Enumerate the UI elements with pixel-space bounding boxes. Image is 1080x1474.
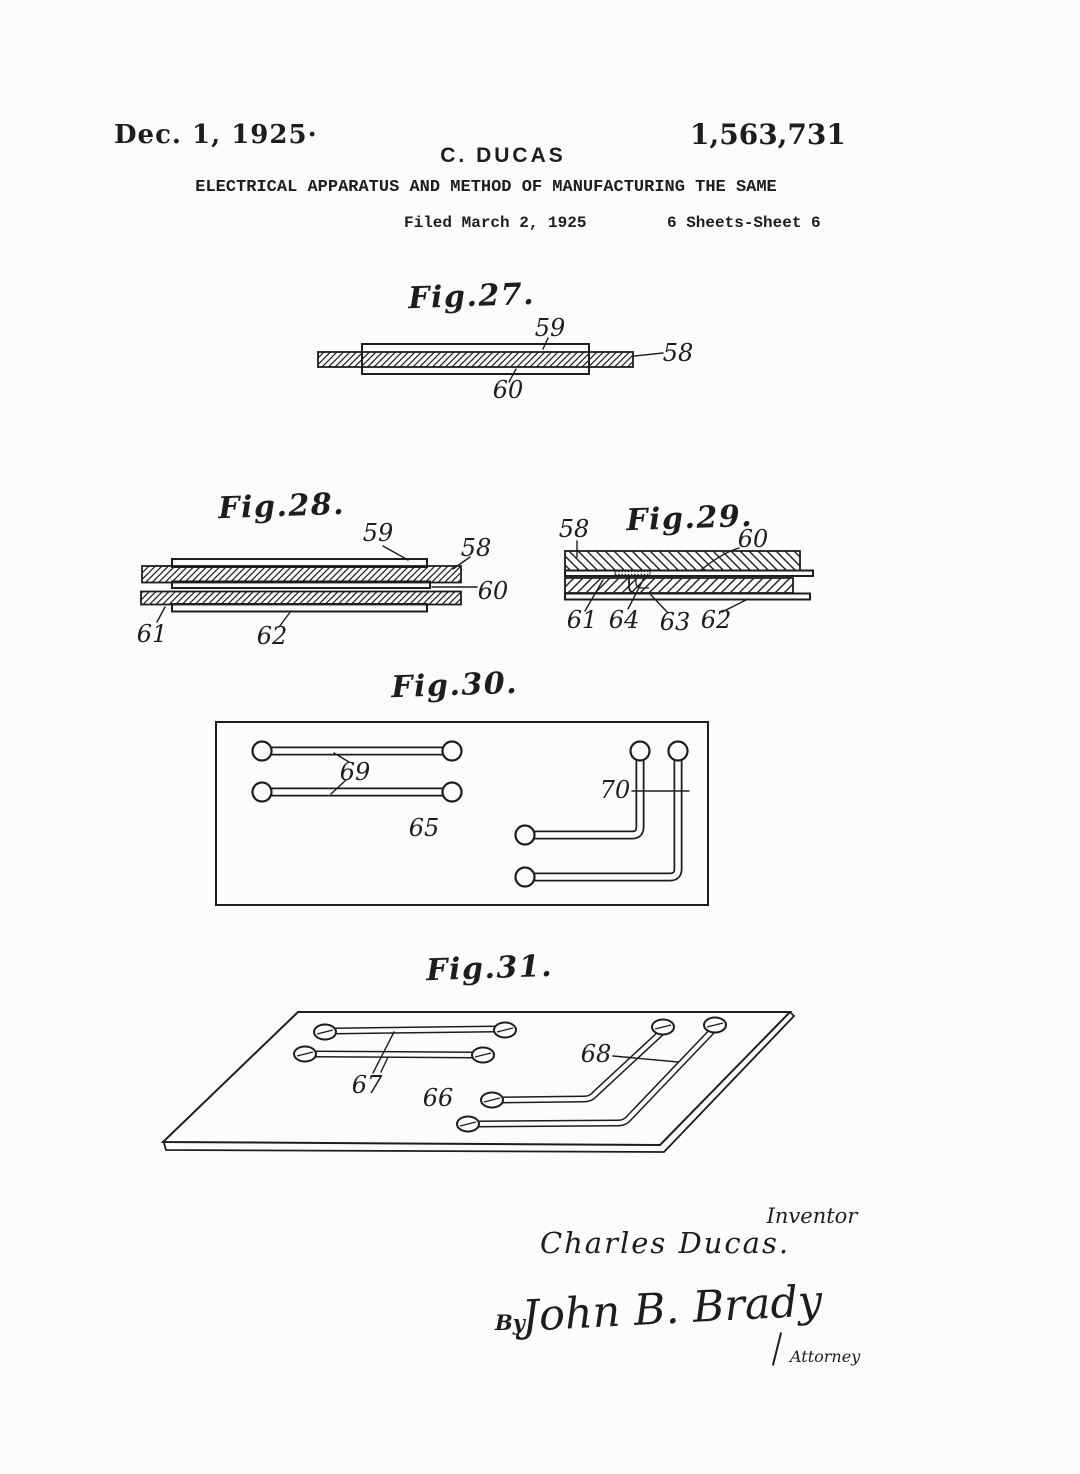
fig29-insulating-strip-58 [565, 551, 800, 571]
by-label: By [495, 1310, 525, 1335]
fig27-ref-60: 60 [492, 376, 524, 404]
fig29-ref-64: 64 [608, 606, 640, 634]
fig29-ref-63: 63 [659, 608, 691, 636]
patent-title: ELECTRICAL APPARATUS AND METHOD OF MANUFACTURING THE SAME [195, 178, 777, 197]
inventor-abbrev-name: C. DUCAS [440, 144, 566, 167]
inventor-label: Inventor [766, 1204, 858, 1228]
fig29-eyelet-ferrule-64 [615, 571, 650, 577]
fig28-ref-60: 60 [477, 577, 509, 605]
fig28-caption: Fig.28. [217, 486, 346, 527]
figure-28 [137, 487, 509, 650]
patent-number: 1,563,731 [690, 118, 846, 151]
figure-29 [559, 499, 813, 636]
fig31-ref-67: 67 [351, 1071, 383, 1099]
fig30-ref-69: 69 [339, 758, 371, 786]
issue-date: Dec. 1, 1925· [114, 120, 318, 150]
sheet-number: 6 Sheets-Sheet 6 [667, 214, 821, 232]
figure-31 [163, 949, 794, 1152]
fig30-ref-65: 65 [408, 814, 440, 842]
fig29-ref-58: 58 [558, 515, 590, 543]
fig31-caption: Fig.31. [425, 948, 554, 989]
fig29-ref-61: 61 [566, 606, 598, 634]
fig29-conductor-62 [565, 594, 810, 600]
fig28-ref-58: 58 [460, 534, 492, 562]
attorney-signature: John B. Brady [520, 1276, 824, 1342]
fig29-ref-62: 62 [700, 606, 732, 634]
fig28-ref-59: 59 [362, 519, 394, 547]
filed-date: Filed March 2, 1925 [404, 214, 587, 232]
fig31-ref-66: 66 [422, 1084, 454, 1112]
fig28-insulating-strip-61 [141, 592, 461, 605]
fig30-ref-70: 70 [599, 776, 631, 804]
fig29-caption: Fig.29. [625, 498, 754, 539]
fig27-ref-59: 59 [534, 314, 566, 342]
fig28-ref-62: 62 [256, 622, 288, 650]
fig29-ref-60: 60 [737, 525, 769, 553]
fig28-ref-61: 61 [136, 620, 168, 648]
fig30-caption: Fig.30. [390, 665, 519, 706]
fig27-insulating-strip-58 [318, 352, 633, 367]
fig27-ref-58: 58 [662, 339, 694, 367]
figure-27 [318, 277, 693, 404]
attorney-label: Attorney [790, 1347, 861, 1366]
inventor-signature: Charles Ducas. [539, 1226, 791, 1260]
fig29-conductor-60 [565, 571, 813, 577]
figure-30 [216, 666, 708, 905]
fig31-ref-68: 68 [580, 1040, 612, 1068]
fig27-caption: Fig.27. [407, 276, 536, 317]
fig28-insulating-strip-58 [142, 566, 461, 583]
